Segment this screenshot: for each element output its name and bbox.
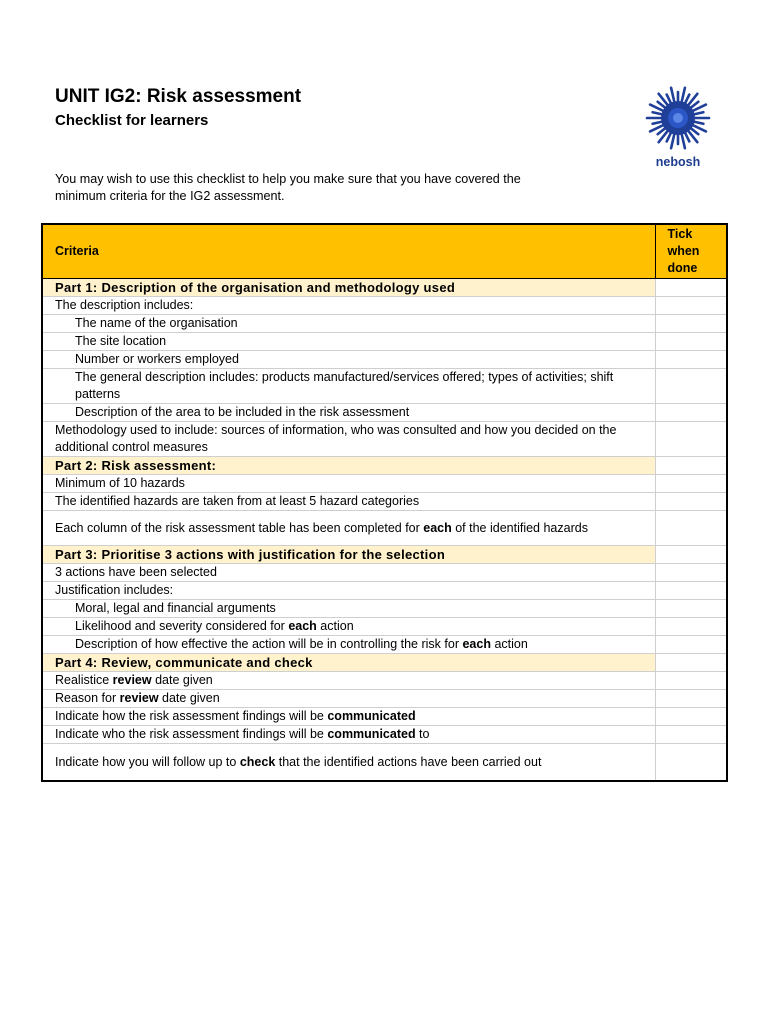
nebosh-sunburst-icon <box>647 88 709 148</box>
tick-box[interactable] <box>655 315 727 333</box>
criteria-checklist-table <box>41 223 728 782</box>
page-subtitle: Checklist for learners <box>55 112 209 129</box>
table-row <box>42 744 727 782</box>
criteria-text: The site location <box>42 333 655 351</box>
part-1-title: Part 1: Description of the organisation and methodology used <box>42 279 655 297</box>
table-row <box>42 475 727 493</box>
tick-box[interactable] <box>655 672 727 690</box>
tick-box[interactable] <box>655 493 727 511</box>
table-row <box>42 672 727 690</box>
criteria-text: Minimum of 10 hazards <box>42 475 655 493</box>
criteria-column-header: Criteria <box>42 224 655 279</box>
criteria-text: Description of how effective the action will be in controlling the risk for each action <box>42 636 655 654</box>
tick-column-header: Tick when done <box>655 224 727 279</box>
criteria-text: Methodology used to include: sources of information, who was consulted and how you decided on the additional control measures <box>42 422 655 457</box>
tick-box[interactable] <box>655 744 727 782</box>
tick-box[interactable] <box>655 654 727 672</box>
criteria-text: Indicate how you will follow up to check that the identified actions have been carried out <box>42 744 655 782</box>
tick-box[interactable] <box>655 690 727 708</box>
table-row <box>42 333 727 351</box>
intro-text: You may wish to use this checklist to help you make sure that you have covered the minimum criteria for the IG2 assessment. <box>55 172 521 203</box>
criteria-text: Indicate who the risk assessment findings will be communicated to <box>42 726 655 744</box>
part-4-title: Part 4: Review, communicate and check <box>42 654 655 672</box>
table-row <box>42 600 727 618</box>
tick-box[interactable] <box>655 369 727 404</box>
table-row <box>42 351 727 369</box>
table-row <box>42 297 727 315</box>
table-row <box>42 636 727 654</box>
criteria-text: Indicate how the risk assessment findings will be communicated <box>42 708 655 726</box>
criteria-text: Moral, legal and financial arguments <box>42 600 655 618</box>
table-row <box>42 315 727 333</box>
tick-box[interactable] <box>655 297 727 315</box>
tick-box[interactable] <box>655 708 727 726</box>
logo-text: nebosh <box>655 155 701 169</box>
criteria-text: Likelihood and severity considered for each action <box>42 618 655 636</box>
criteria-text: Justification includes: <box>42 582 655 600</box>
tick-box[interactable] <box>655 457 727 475</box>
tick-box[interactable] <box>655 422 727 457</box>
criteria-text: Realistice review date given <box>42 672 655 690</box>
table-row <box>42 493 727 511</box>
tick-box[interactable] <box>655 279 727 297</box>
criteria-text: Description of the area to be included in the risk assessment <box>42 404 655 422</box>
part-2-title: Part 2: Risk assessment: <box>42 457 655 475</box>
tick-box[interactable] <box>655 600 727 618</box>
tick-box[interactable] <box>655 546 727 564</box>
criteria-text: 3 actions have been selected <box>42 564 655 582</box>
table-row <box>42 582 727 600</box>
criteria-text: The general description includes: products manufactured/services offered; types of activities; shift patterns <box>42 369 655 404</box>
tick-box[interactable] <box>655 404 727 422</box>
part-heading-row <box>42 279 727 297</box>
tick-box[interactable] <box>655 351 727 369</box>
table-row <box>42 404 727 422</box>
table-row <box>42 618 727 636</box>
tick-box[interactable] <box>655 333 727 351</box>
page-title: UNIT IG2: Risk assessment <box>55 86 302 107</box>
criteria-text: Number or workers employed <box>42 351 655 369</box>
criteria-text: Each column of the risk assessment table has been completed for each of the identified hazards <box>42 511 655 546</box>
criteria-text: The identified hazards are taken from at least 5 hazard categories <box>42 493 655 511</box>
tick-box[interactable] <box>655 636 727 654</box>
table-row <box>42 564 727 582</box>
table-header-row <box>42 224 727 279</box>
table-row <box>42 726 727 744</box>
tick-box[interactable] <box>655 475 727 493</box>
nebosh-logo <box>638 84 718 172</box>
part-heading-row <box>42 546 727 564</box>
table-row <box>42 511 727 546</box>
criteria-text: Reason for review date given <box>42 690 655 708</box>
tick-box[interactable] <box>655 564 727 582</box>
table-row <box>42 422 727 457</box>
tick-box[interactable] <box>655 511 727 546</box>
part-heading-row <box>42 654 727 672</box>
table-row <box>42 708 727 726</box>
part-3-title: Part 3: Prioritise 3 actions with justification for the selection <box>42 546 655 564</box>
part-heading-row <box>42 457 727 475</box>
criteria-text: The name of the organisation <box>42 315 655 333</box>
tick-box[interactable] <box>655 618 727 636</box>
table-row <box>42 369 727 404</box>
table-row <box>42 690 727 708</box>
criteria-text: The description includes: <box>42 297 655 315</box>
tick-box[interactable] <box>655 582 727 600</box>
tick-box[interactable] <box>655 726 727 744</box>
